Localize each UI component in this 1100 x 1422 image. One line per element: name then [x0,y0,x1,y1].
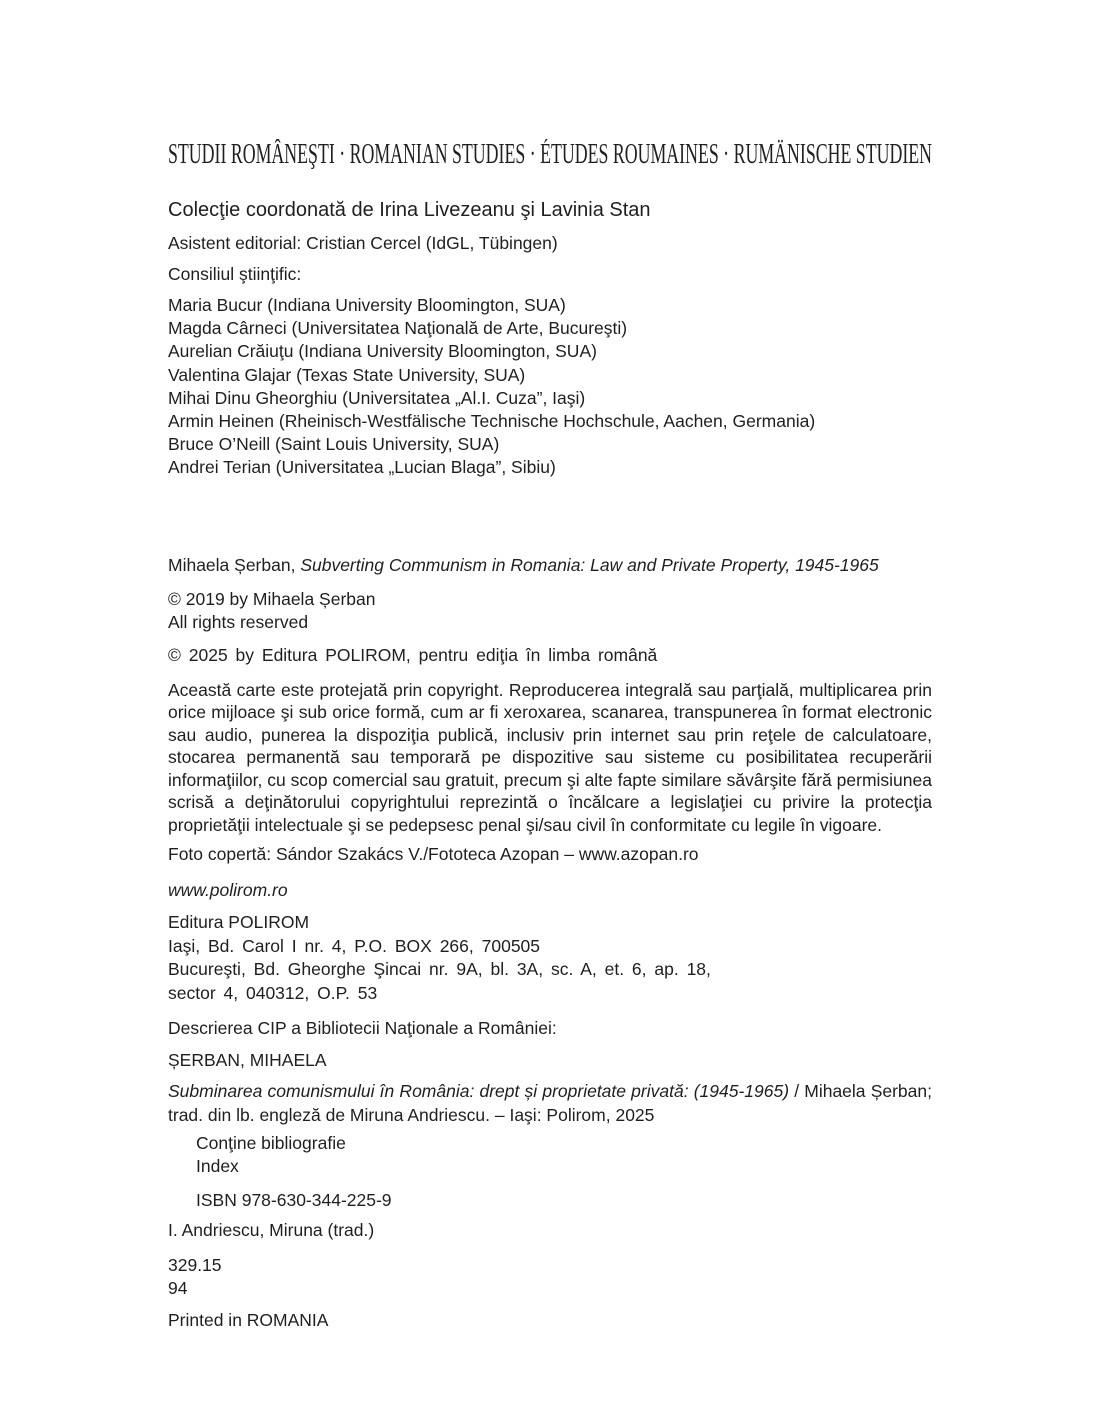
cip-author: ȘERBAN, MIHAELA [168,1050,327,1071]
publisher-website: www.polirom.ro [168,880,288,901]
council-member-row: Magda Cârneci (Universitatea Naţională de Arte, Bucureşti) [168,318,628,339]
cip-translator-entry: I. Andriescu, Miruna (trad.) [168,1220,375,1241]
council-member-row: Mihai Dinu Gheorghiu (Universitatea „Al.I. Cuza”, Iaşi) [168,387,586,408]
isbn: ISBN 978-630-344-225-9 [196,1190,392,1211]
cip-title-romanian: Subminarea comunismului în România: drept și proprietate privată: (1945-1965) [168,1081,790,1102]
original-author: Mihaela Șerban, [168,554,301,575]
scientific-council-list [168,294,932,480]
publisher-address-line: Bucureşti, Bd. Gheorghe Şincai nr. 9A, bl. 3A, sc. A, et. 6, ap. 18, [168,959,711,980]
rights-reserved: All rights reserved [168,611,309,632]
copyright-romanian: © 2025 by Editura POLIROM, pentru ediţia în limba română [168,644,658,665]
udc-number: 94 [168,1278,188,1299]
scientific-council-label: Consiliul ştiinţific: [168,264,302,284]
copyright-original-block [168,588,932,634]
series-header [168,141,932,169]
legal-notice: Această carte este protejată prin copyright. Reproducerea integrală sau parţială, multiplicarea prin orice mijloace şi sub orice formă, cum ar fi xeroxarea, scanarea, transpunerea în format electronic sau audio, punerea la dispoziţia publică, inclusiv prin internet sau prin reţele de calculatoare, stocarea permanentă sau temporară pe dispozitive sau sisteme cu posibilitatea recuperării informaţiilor, cu scop comercial sau gratuit, precum şi alte fapte similare săvârşite fără permisiunea scrisă a deţinătorului copyrightului reprezintă o încălcare a legislaţiei cu privire la protecţia proprietăţii intelectuale şi se pedepsesc penal şi/sau civil în conformitate cu legile în vigoare. [168,679,932,835]
printed-in: Printed in ROMANIA [168,1310,329,1331]
collection-coordinators: Colecţie coordonată de Irina Livezeanu şi Lavinia Stan [168,199,651,221]
council-member-row: Andrei Terian (Universitatea „Lucian Blaga”, Sibiu) [168,457,556,478]
cip-title-entry [168,1079,932,1127]
publisher-address-line: sector 4, 040312, O.P. 53 [168,982,378,1003]
original-title: Subverting Communism in Romania: Law and Private Property, 1945-1965 [300,554,879,575]
cip-note-index: Index [196,1156,239,1177]
cip-heading: Descrierea CIP a Bibliotecii Naţionale a României: [168,1018,557,1039]
cip-note-bibliography: Conţine bibliografie [196,1133,346,1154]
publisher-name: Editura POLIROM [168,912,310,933]
council-member-row: Bruce O’Neill (Saint Louis University, SUA) [168,434,500,455]
council-member-row: Aurelian Crăiuţu (Indiana University Bloomington, SUA) [168,341,597,362]
copyright-original: © 2019 by Mihaela Șerban [168,588,376,609]
cover-photo-credit: Foto copertă: Sándor Szakács V./Fototeca Azopan – www.azopan.ro [168,844,699,865]
cip-classification [168,1254,932,1300]
council-member-row: Maria Bucur (Indiana University Bloomington, SUA) [168,295,566,315]
original-edition-title-line [168,554,932,577]
council-member-row: Armin Heinen (Rheinisch-Westfälische Technische Hochschule, Aachen, Germania) [168,411,816,432]
editorial-assistant: Asistent editorial: Cristian Cercel (IdGL, Tübingen) [168,233,558,253]
udc-number: 329.15 [168,1255,222,1276]
council-member-row: Valentina Glajar (Texas State University, SUA) [168,364,526,385]
cip-notes [168,1132,932,1178]
publisher-address-line: Iaşi, Bd. Carol I nr. 4, P.O. BOX 266, 700505 [168,935,541,956]
series-title: STUDII ROMÂNEŞTI · ROMANIAN STUDIES · ÉTUDES ROUMAINES · RUMÄNISCHE STUDIEN [168,139,932,170]
publisher-address-block [168,911,932,1005]
cip-title-statement: / Mihaela Șerban; trad. din lb. engleză de Miruna Andriescu. – Iaşi: Polirom, 2025 [168,1081,932,1126]
